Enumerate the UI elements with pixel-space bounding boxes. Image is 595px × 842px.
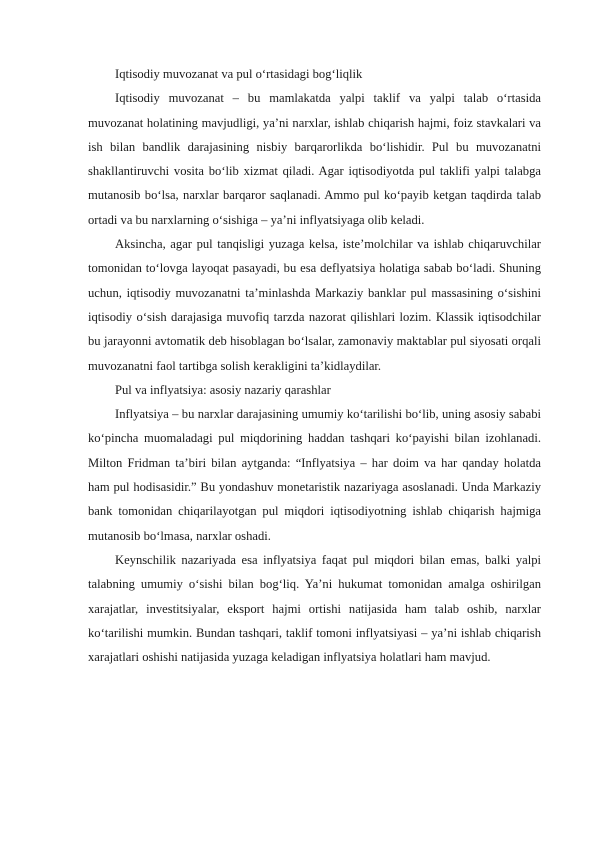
- section-heading-inflation: Pul va inflyatsiya: asosiy nazariy qarashlar: [115, 382, 331, 397]
- paragraph-inflation-monetarist: Inflyatsiya – bu narxlar darajasining umumiy ko‘tarilishi bo‘lib, uning asosiy sababi ko‘pincha muomaladagi pul miqdorining haddan tashqari ko‘payishi bilan izohlanadi. Milton Fridman ta’biri bilan aytganda: “Inflyatsiya – har doim va har qanday holatda ham pul hodisasidir.” Bu yondashuv monetaristik nazariyaga asoslanadi. Unda Markaziy bank tomonidan chiqarilayotgan pul miqdori iqtisodiyotning ishlab chiqarish hajmiga mutanosib bo‘lmasa, narxlar oshadi.: [88, 407, 541, 543]
- paragraph-equilibrium-definition: Iqtisodiy muvozanat – bu mamlakatda yalpi taklif va yalpi talab o‘rtasida muvozanat holatining mavjudligi, ya’ni narxlar, ishlab chiqarish hajmi, foiz stavkalari va ish bilan bandlik darajasining nisbiy barqarorlikda bo‘lishidir. Pul bu muvozanatni shakllantiruvchi vosita bo‘lib xizmat qiladi. Agar iqtisodiyotda pul taklifi yalpi talabga mutanosib bo‘lsa, narxlar barqaror saqlanadi. Ammo pul ko‘payib ketgan taqdirda talab ortadi va bu narxlarning o‘sishiga – ya’ni inflyatsiyaga olib keladi.: [88, 91, 541, 227]
- document-page: [88, 62, 541, 669]
- paragraph-deflation: Aksincha, agar pul tanqisligi yuzaga kelsa, iste’molchilar va ishlab chiqaruvchilar tomonidan to‘lovga layoqat pasayadi, bu esa deflyatsiya holatiga sabab bo‘ladi. Shuning uchun, iqtisodiy muvozanatni ta’minlashda Markaziy banklar pul massasining o‘sishini iqtisodiy o‘sish darajasiga muvofiq tarzda nazorat qilishlari lozim. Klassik iqtisodchilar bu jarayonni avtomatik deb hisoblagan bo‘lsalar, zamonaviy maktablar pul siyosati orqali muvozanatni faol tartibga solish kerakligini ta’kidlaydilar.: [88, 237, 541, 373]
- section-heading-equilibrium: Iqtisodiy muvozanat va pul o‘rtasidagi bog‘liqlik: [115, 67, 363, 81]
- paragraph-inflation-keynesian: Keynschilik nazariyada esa inflyatsiya faqat pul miqdori bilan emas, balki yalpi talabning umumiy o‘sishi bilan bog‘liq. Ya’ni hukumat tomonidan amalga oshirilgan xarajatlar, investitsiyalar, eksport hajmi ortishi natijasida ham talab oshib, narxlar ko‘tarilishi mumkin. Bundan tashqari, taklif tomoni inflyatsiyasi – ya’ni ishlab chiqarish xarajatlari oshishi natijasida yuzaga keladigan inflyatsiya holatlari ham mavjud.: [88, 552, 541, 665]
